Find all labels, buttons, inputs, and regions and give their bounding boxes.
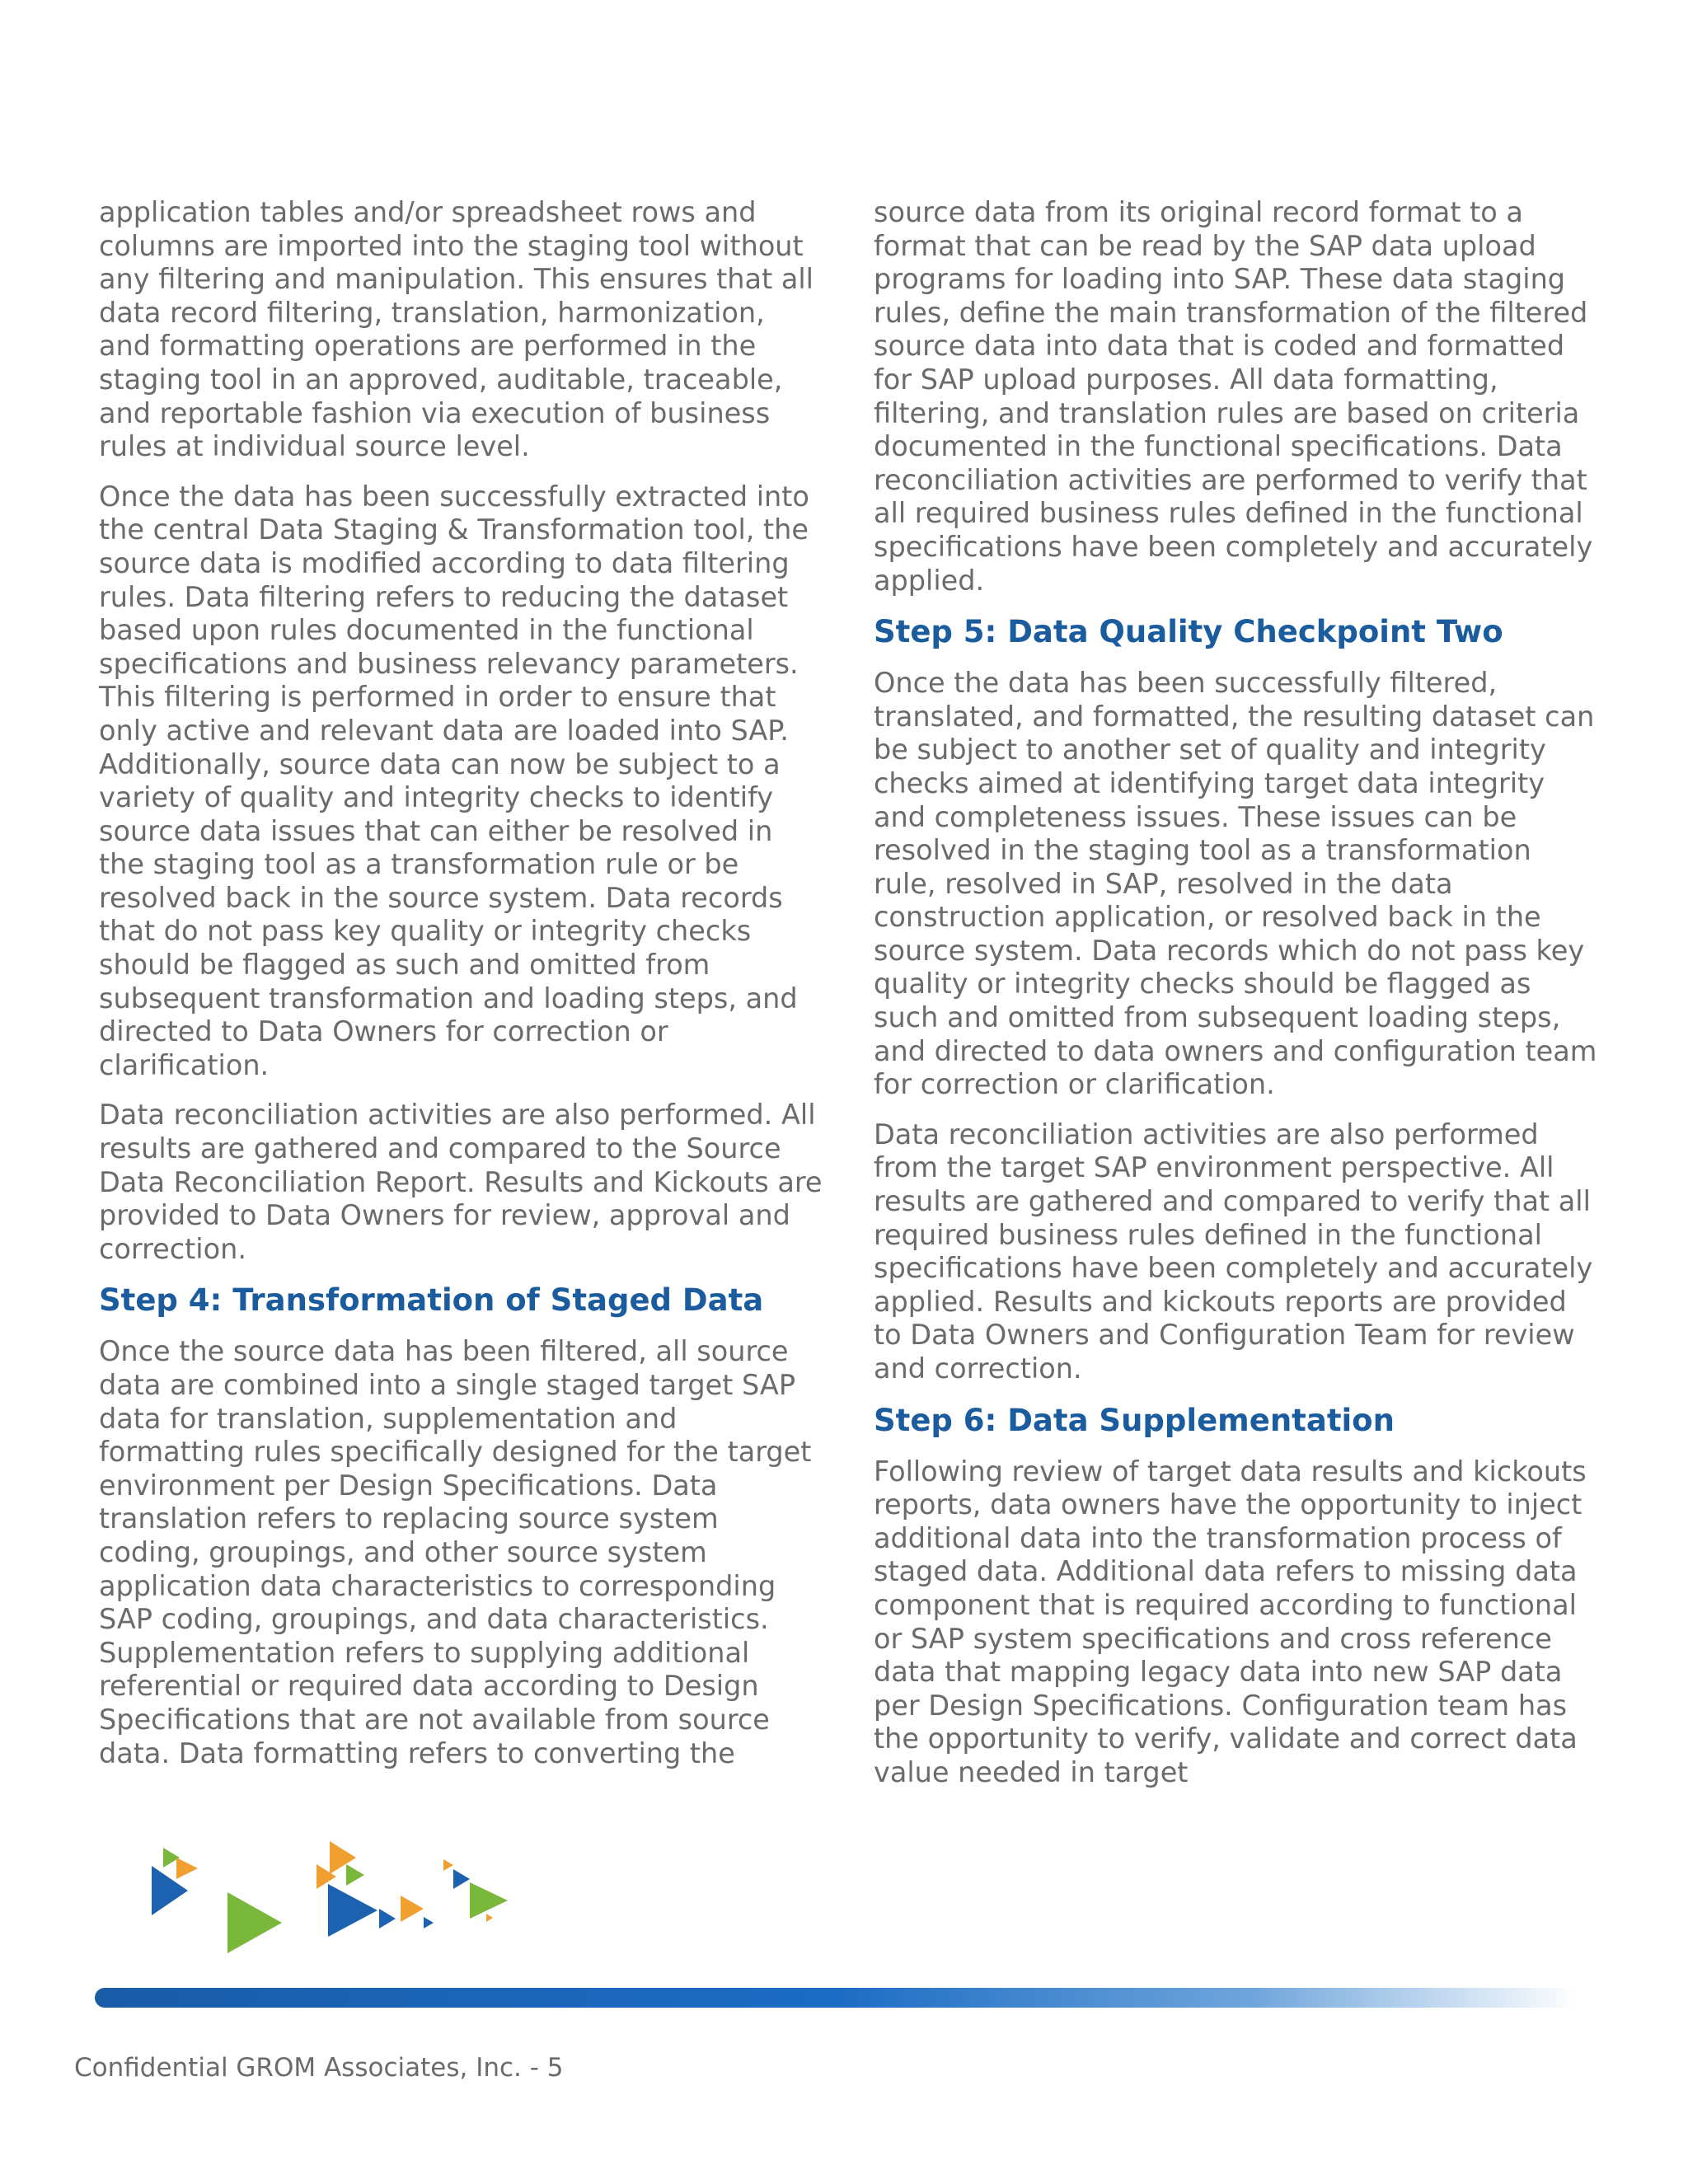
grom-logo-triangles-icon [140,1831,519,1963]
left-paragraph-2: Once the data has been successfully extracted into the central Data Staging & Transformation tool, the source data is modified according to data filtering rules. Data filtering refers to reducing the dataset based upon rules documented in the functional specifications and business relevancy parameters. This filtering is performed in order to ensure that only active and relevant data are loaded into SAP. Additionally, source data can now be subject to a variety of quality and integrity checks to identify source data issues that can either be resolved in the staging tool as a transformation rule or be resolved back in the source system. Data records that do not pass key quality or integrity checks should be flagged as such and omitted from subsequent transformation and loading steps, and directed to Data Owners for correction or clarification. [99,480,809,1081]
logo-triangle [424,1917,434,1929]
step-4-heading: Step 4: Transformation of Staged Data [99,1282,764,1319]
logo-triangle [379,1909,396,1929]
logo-triangle [443,1859,453,1871]
step-6-heading: Step 6: Data Supplementation [874,1402,1395,1438]
logo-triangle [346,1864,364,1886]
logo-triangle [328,1884,377,1937]
logo-triangle [227,1892,282,1953]
left-column [99,196,824,1787]
right-paragraph-2: Once the data has been successfully filtered, translated, and formatted, the resulting dataset can be subject to another set of quality and integrity checks aimed at identifying target data integrity and completeness issues. These issues can be resolved in the staging tool as a transformation rule, resolved in SAP, resolved in the data construction application, or resolved back in the source system. Data records which do not pass key quality or integrity checks should be flagged as such and omitted from subsequent loading steps, and directed to data owners and configuration team for correction or clarification. [874,667,1597,1101]
logo-triangle [176,1858,198,1879]
right-paragraph-4: Following review of target data results and kickouts reports, data owners have the opportunity to inject additional data into the transformation process of staged data. Additional data refers to missing data component that is required according to functional or SAP system specifications and cross reference data that mapping legacy data into new SAP data per Design Specifications. Configuration team has the opportunity to verify, validate and correct data value needed in target [874,1455,1587,1788]
logo-triangle [470,1882,508,1919]
right-paragraph-3: Data reconciliation activities are also performed from the target SAP environment perspective. All results are gathered and compared to verify that all required business rules defined in the functional specifications have been completely and accurately applied. Results and kickouts reports are provided to Data Owners and Configuration Team for review and correction. [874,1118,1593,1385]
right-paragraph-1: source data from its original record format to a format that can be read by the SAP data upload programs for loading into SAP. These data staging rules, define the main transformation of the filtered source data into data that is coded and formatted for SAP upload purposes. All data formatting, filtering, and translation rules are based on criteria documented in the functional specifications. Data reconciliation activities are performed to verify that all required business rules defined in the functional specifications have been completely and accurately applied. [874,196,1593,597]
footer-gradient-bar [95,1988,1578,2008]
logo-triangle [486,1914,493,1922]
left-paragraph-3: Data reconciliation activities are also performed. All results are gathered and compared to the Source Data Reconciliation Report. Results and Kickouts are provided to Data Owners for review, approval and correction. [99,1099,823,1265]
right-column [874,196,1599,1807]
step-5-heading: Step 5: Data Quality Checkpoint Two [874,614,1503,650]
logo-triangle [401,1896,424,1922]
left-paragraph-1: application tables and/or spreadsheet rows and columns are imported into the staging tool without any filtering and manipulation. This ensures that all data record filtering, translation, harmonization, and formatting operations are performed in the staging tool in an approved, auditable, traceable, and reportable fashion via execution of business rules at individual source level. [99,196,814,463]
page-footer: Confidential GROM Associates, Inc. - 5 [74,2053,564,2083]
left-paragraph-4: Once the source data has been filtered, all source data are combined into a single staged target SAP data for translation, supplementation and formatting rules specifically designed for the target environment per Design Specifications. Data translation refers to replacing source system coding, groupings, and other source system application data characteristics to corresponding SAP coding, groupings, and data characteristics. Supplementation refers to supplying additional referential or required data according to Design Specifications that are not available from source data. Data formatting refers to converting the [99,1335,812,1769]
logo-triangle [453,1869,470,1889]
